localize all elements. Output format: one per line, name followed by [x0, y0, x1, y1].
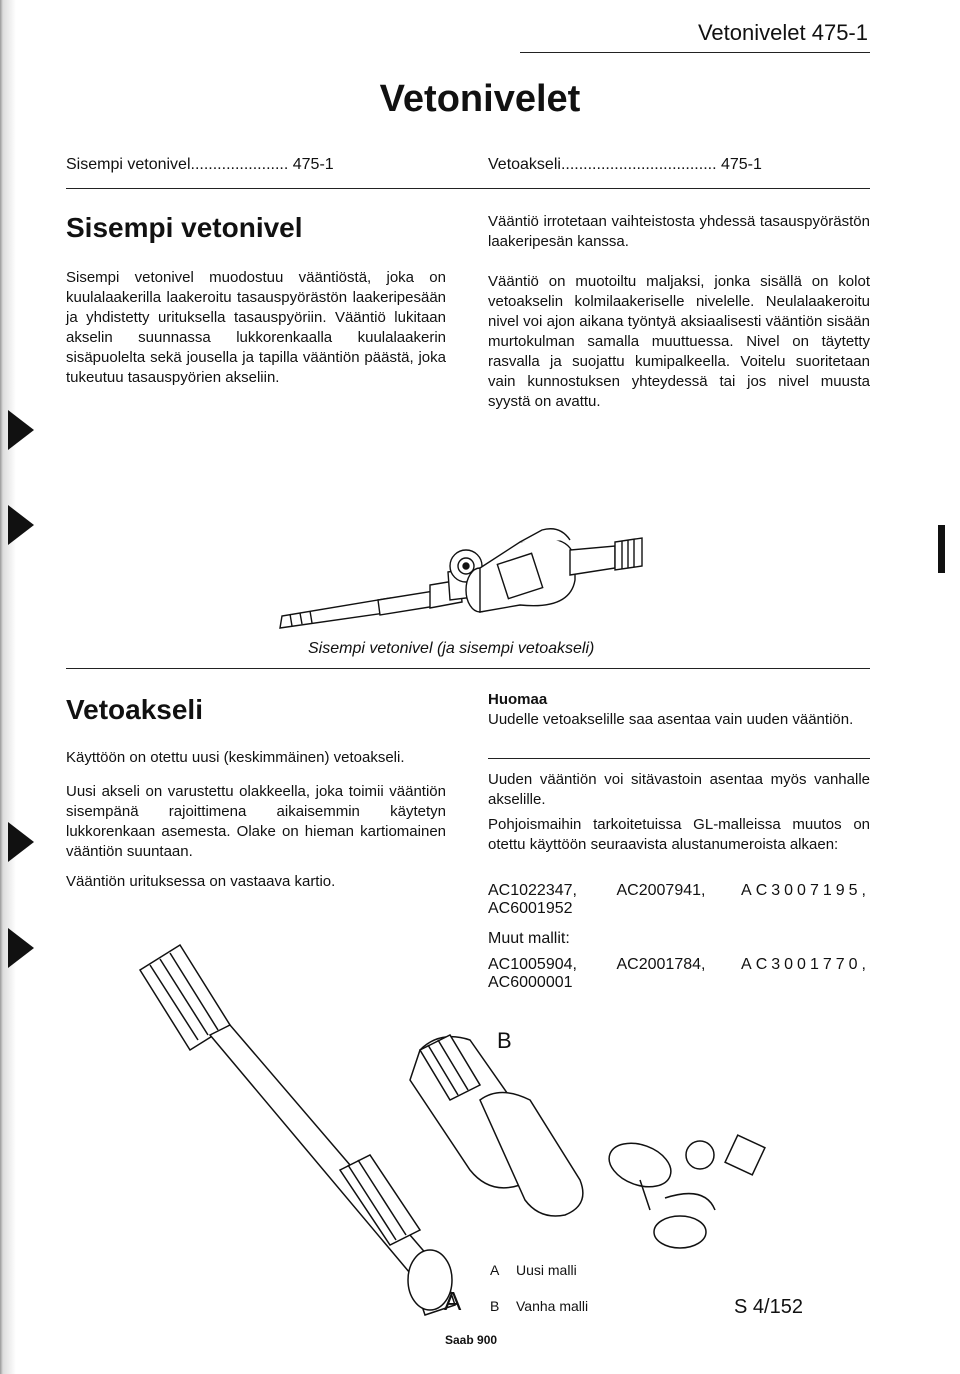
- chassis-cell: AC2001784,: [616, 956, 706, 973]
- section-heading-sisempi: Sisempi vetonivel: [66, 212, 303, 243]
- section1-left-text: Sisempi vetonivel muodostuu vääntiöstä, joka on kuulalaakerilla laakeroitu tasauspyörästön laakeripesään ja yhdistetty urituksella tasauspyöriin. Vääntiö lukitaan akselin suunnassa lukkorenkaalla kuulalaakerin sisäpuolelta sekä jousella ja tapilla vääntiön päästä, joka tukeutuu tasauspyörien akseliin.: [66, 269, 446, 386]
- chassis-cell: AC1022347,: [488, 882, 577, 899]
- note-rule: [488, 758, 870, 759]
- toc-entry-dots: ......................: [190, 156, 289, 173]
- chassis-cell: AC3001770,: [741, 956, 870, 973]
- chassis-cell: AC3007195,: [741, 882, 870, 899]
- section2-right-p1: Uuden vääntiön voi sitävastoin asentaa myös vanhalle akselille.: [488, 771, 870, 808]
- legend-item-a: [490, 1262, 577, 1278]
- section1-right-p2: Vääntiö on muotoiltu maljaksi, jonka sisällä on kolot vetoakselin kolmilaakeriselle nivelelle. Neulalaakeroitu nivel voi ajon aikana työntyä aksiaalisesti vääntiön sisään murtokulman samalla muuttuessa. Nivel on täytetty rasvalla ja suojattu kumipalkeella. Voitelu suoritetaan vain kunnostuksen yhteydessä tai jos nivel muusta syystä on avattu.: [488, 273, 870, 410]
- header-rule: [520, 52, 870, 53]
- page-marker-arrow: [8, 505, 34, 545]
- section2-left-p3: Vääntiön urituksessa on vastaava kartio.: [66, 873, 336, 890]
- section2-left-p2: Uusi akseli on varustettu olakkeella, joka toimii vääntiön sisempänä rajoittimena aikaisemmin käytetyn lukkorenkaan asemesta. Olake on hieman kartiomainen vääntiön suuntaan.: [66, 783, 446, 860]
- toc-entry-dots: ...................................: [560, 156, 717, 173]
- toc-entry-page: 475-1: [292, 156, 334, 173]
- section-rule: [66, 668, 870, 669]
- toc-entry-vetoakseli[interactable]: [488, 156, 762, 174]
- toc-rule: [66, 188, 870, 189]
- figure-id: S 4/152: [734, 1296, 803, 1318]
- chassis-row: [488, 900, 870, 918]
- page-marker-arrow: [8, 822, 34, 862]
- figure-label-b: B: [497, 1028, 512, 1053]
- footer-brand: Saab 900: [445, 1333, 498, 1347]
- section2-right-p2: Pohjoismaihin tarkoitetuissa GL-malleissa muutos on otettu käyttöön seuraavista alustanumeroista alkaen:: [488, 816, 870, 853]
- chassis-row: [488, 882, 870, 900]
- inner-cv-joint-illustration: [270, 520, 650, 645]
- chassis-table-gl: [488, 882, 870, 918]
- note-title: Huomaa: [488, 691, 548, 708]
- toc-entry-page: 475-1: [720, 156, 762, 173]
- scan-edge: [0, 0, 28, 1374]
- toc-entry-text: Sisempi vetonivel: [66, 156, 191, 173]
- page-title: Vetonivelet: [379, 78, 581, 120]
- legend-key: A: [490, 1262, 500, 1278]
- page-marker-arrow: [8, 410, 34, 450]
- chassis-cell: AC6001952: [488, 900, 573, 917]
- drive-shaft-illustration: [120, 940, 820, 1330]
- legend-text: Vanha malli: [516, 1298, 589, 1314]
- legend-item-b: [490, 1298, 588, 1314]
- note-text: Uudelle vetoakselille saa asentaa vain uuden vääntiön.: [488, 711, 854, 728]
- chassis-cell: AC2007941,: [616, 882, 706, 899]
- right-margin-mark: [938, 525, 945, 573]
- section2-left-p1: Käyttöön on otettu uusi (keskimmäinen) vetoakseli.: [66, 749, 405, 766]
- figure-label-a: A: [444, 1286, 462, 1316]
- note-box: [488, 690, 870, 730]
- toc-entry-sisempi[interactable]: [66, 156, 334, 174]
- figure1-caption: Sisempi vetonivel (ja sisempi vetoakseli): [308, 640, 595, 657]
- chassis-cell: AC6000001: [488, 974, 573, 991]
- chassis-cell: AC1005904,: [488, 956, 577, 973]
- page-marker-arrow: [8, 928, 34, 968]
- legend-key: B: [490, 1298, 500, 1314]
- other-models-label: Muut mallit:: [488, 930, 570, 947]
- section-heading-vetoakseli: Vetoakseli: [66, 694, 203, 725]
- section1-right-p1: Vääntiö irrotetaan vaihteistosta yhdessä tasauspyörästön laakeripesän kanssa.: [488, 213, 870, 250]
- toc-entry-text: Vetoakseli: [488, 156, 561, 173]
- legend-text: Uusi malli: [516, 1262, 577, 1278]
- running-header: Vetonivelet 475-1: [697, 20, 868, 45]
